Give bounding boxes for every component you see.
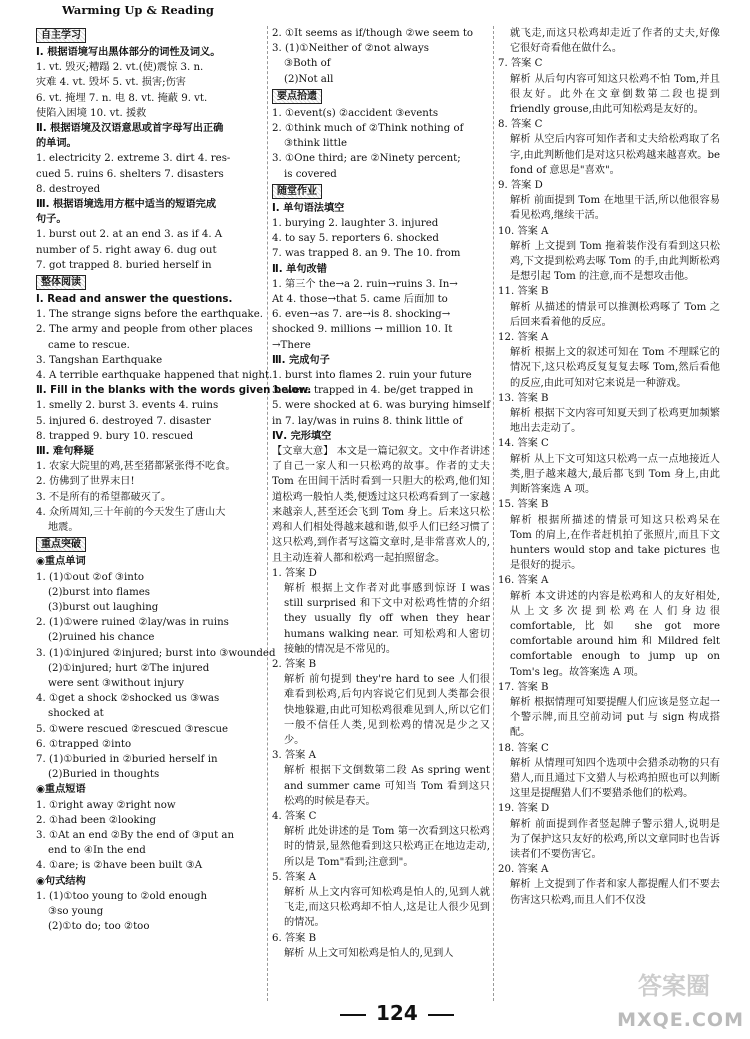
answer-line: 2. 答案 B	[272, 658, 317, 670]
explanation-paragraph: 解析 从描述的情景可以推测松鸡啄了 Tom 之后回来看着他的反应。	[510, 301, 720, 328]
explanation-paragraph: 解析 本文讲述的内容是松鸡和人的友好相处,从上文多次提到松鸡在人们身边很 comfortable,比如 she got more comfortable around him 和 Mildred felt comfortable enough to jump up on Tom's leg。故答案选 A 项。	[510, 590, 720, 678]
right-dash	[428, 1014, 454, 1016]
answer-line: →There	[272, 339, 311, 351]
column-2	[272, 26, 490, 961]
answer-line: number of 5. right away 6. dug out	[36, 244, 217, 256]
sub-heading: Ⅲ. 完成句子	[272, 354, 330, 366]
explanation-paragraph: 解析 上文提到 Tom 拖着装作没有看到这只松鸡,下文提到松鸡去啄 Tom 的手,由此判断松鸡是想引起 Tom 的注意,而不是想攻击他。	[510, 240, 720, 283]
answer-line: 4. A terrible earthquake happened that night.	[36, 370, 273, 382]
explanation-paragraph: 解析 前面提到作者竖起牌子警示猎人,说明是为了保护这只友好的松鸡,所以文章同时也告诉读者们不要伤害它。	[510, 818, 720, 860]
answer-line: 5. injured 6. destroyed 7. disaster	[36, 415, 211, 427]
answer-line: 1. 农家大院里的鸡,甚至猪都紧张得不吃食。	[36, 461, 236, 473]
answer-line: shocked 9. millions → million 10. It	[272, 324, 453, 336]
answer-line: 5. ①were rescued ②rescued ③rescue	[36, 723, 229, 735]
answer-line: 使陷入困境 10. vt. 援救	[36, 107, 147, 119]
answer-line: (2)ruined his chance	[48, 632, 155, 644]
watermark-logo: 答案圈	[638, 972, 710, 1000]
sub-heading: Ⅱ. 根据语境及汉语意思或首字母写出正确	[36, 123, 224, 135]
page-number-text: 124	[376, 1001, 418, 1025]
answer-line: 4. ①get a shock ②shocked us ③was	[36, 693, 220, 705]
explanation-paragraph: 就飞走,而这只松鸡却走近了作者的丈夫,好像它很好奇看他在做什么。	[510, 28, 720, 55]
answer-line: 12. 答案 A	[498, 332, 549, 344]
sub-heading: 的单词。	[36, 138, 77, 150]
explanation-paragraph: 解析 从情理可知四个选项中会猎杀动物的只有猎人,而且通过下文猎人与松鸡拍照也可以判断这里是提醒猎人们不要猎杀他们的松鸡。	[510, 757, 720, 800]
answer-line: (2)burst into flames	[48, 586, 151, 598]
answer-line: 1. ①right away ②right now	[36, 799, 176, 811]
answer-line: 2. ①had been ②looking	[36, 814, 157, 826]
answer-line: 7. was trapped 8. an 9. The 10. from	[272, 248, 461, 260]
sub-heading: Ⅲ. 根据语境选用方框中适当的短语完成	[36, 199, 217, 211]
answer-line: 18. 答案 C	[498, 742, 549, 754]
column-3	[498, 26, 720, 908]
answer-line: 3. (1)①Neither of ②not always	[272, 43, 429, 55]
section-tag-row	[36, 26, 264, 45]
answer-line: 2. 仿佛到了世界末日!	[36, 476, 135, 488]
answer-line: 1. burst into flames 2. ruin your future	[272, 370, 472, 382]
explanation-paragraph: 解析 根据下文倒数第二段 As spring went and summer came 可知当 Tom 看到这只松鸡的时候是春天。	[284, 765, 490, 807]
section-tag-row	[36, 273, 264, 292]
answer-line: 7. (1)①buried in ②buried herself in	[36, 753, 218, 765]
sub-heading: Ⅳ. 完形填空	[272, 430, 332, 442]
answer-line: 3. 答案 A	[272, 750, 316, 762]
sub-heading: Ⅲ. 难句释疑	[36, 446, 94, 458]
section-tag: 要点拾遗	[272, 89, 322, 104]
answer-line: shocked at	[48, 708, 104, 720]
answer-line: 6. vt. 掩埋 7. n. 电 8. vt. 掩蔽 9. vt.	[36, 92, 208, 104]
answer-line: 11. 答案 B	[498, 286, 549, 298]
sub-heading: Ⅰ. Read and answer the questions.	[36, 294, 233, 306]
answer-line: 1. 答案 D	[272, 567, 317, 579]
sub-heading: ◉重点短语	[36, 784, 86, 796]
explanation-paragraph: 解析 根据上文的叙述可知在 Tom 不理睬它的情况下,这只松鸡反复复复去啄 Tom,然后看他的反应,由此可知对它来说是一种游戏。	[510, 347, 720, 389]
answer-line: 2. ①think much of ②Think nothing of	[272, 123, 464, 135]
answer-line: (2)Buried in thoughts	[48, 769, 160, 781]
explanation-paragraph: 解析 从后句内容可知这只松鸡不怕 Tom,并且很友好。此外在文章倒数第二段也提到 friendly grouse,由此可知松鸡是友好的。	[510, 73, 720, 116]
explanation-paragraph: 解析 前面提到 Tom 在地里干活,所以他很容易看见松鸡,继续干活。	[510, 195, 720, 222]
explanation-paragraph: 解析 根据所描述的情景可知这只松鸡呆在 Tom 的肩上,在作者赶机拍了张照片,而且下文 hunters would stop and take pictures 也是很好的提示。	[510, 514, 720, 572]
answer-line: 1. burying 2. laughter 3. injured	[272, 218, 439, 230]
section-tag: 随堂作业	[272, 184, 322, 199]
answer-line: 15. 答案 B	[498, 499, 549, 511]
answer-line: cued 5. ruins 6. shelters 7. disasters	[36, 168, 224, 180]
answer-line: 1. electricity 2. extreme 3. dirt 4. res-	[36, 153, 231, 165]
answer-line: (3)burst out laughing	[48, 601, 159, 613]
answer-line: 20. 答案 A	[498, 864, 549, 876]
answer-line: 17. 答案 B	[498, 681, 549, 693]
left-dash	[340, 1014, 366, 1016]
sub-heading: ◉重点单词	[36, 556, 86, 568]
answer-line: is covered	[284, 168, 337, 180]
column-divider-1	[267, 26, 268, 1001]
answer-line: 5. 答案 A	[272, 871, 316, 883]
sub-heading: Ⅱ. 单句改错	[272, 263, 327, 275]
answer-line: 4. to say 5. reporters 6. shocked	[272, 233, 439, 245]
answer-line: 3. 不是所有的希望都破灭了。	[36, 491, 172, 503]
section-tag: 重点突破	[36, 537, 86, 552]
explanation-paragraph: 解析 根据上文作者对此事感到惊讶 I was still surprised 和下文中对松鸡性情的介绍 they usually fly off when they hear humans walking near. 可知松鸡和人密切接触的情况是不常见的。	[284, 582, 490, 655]
answer-line: 1. (1)①out ②of ③into	[36, 571, 145, 583]
answer-line: 3. (1)①injured ②injured; burst into ③wounded	[36, 647, 276, 659]
page-number	[330, 1001, 464, 1025]
answer-line: 2. (1)①were ruined ②lay/was in ruins	[36, 617, 229, 629]
answer-line: ③think little	[284, 138, 348, 150]
answer-line: 6. even→as 7. are→is 8. shocking→	[272, 309, 451, 321]
explanation-paragraph: 解析 根据下文内容可知夏天到了松鸡更加频繁地出去走动了。	[510, 408, 720, 435]
sub-heading: Ⅱ. Fill in the blanks with the words given below.	[36, 385, 312, 397]
answer-line: 灾难 4. vt. 毁坏 5. vt. 损害;伤害	[36, 77, 186, 89]
answer-line: 1. smelly 2. burst 3. events 4. ruins	[36, 400, 219, 412]
answer-line: ③so young	[48, 905, 104, 917]
answer-line: 10. 答案 A	[498, 225, 549, 237]
answer-line: 8. 答案 C	[498, 119, 543, 131]
section-title: Warming Up & Reading	[62, 3, 214, 17]
answer-line: 1. ①event(s) ②accident ③events	[272, 107, 439, 119]
section-tag-row	[36, 535, 264, 554]
answer-line: 2. ①It seems as if/though ②we seem to	[272, 28, 474, 39]
explanation-paragraph: 解析 从上文内容可知松鸡是怕人的,见到人就飞走,而这只松鸡却不怕人,这是让人很少见到的情况。	[284, 886, 490, 929]
answer-line: At 4. those→that 5. came 后面加 to	[272, 294, 448, 306]
answer-line: 1. The strange signs before the earthquake.	[36, 309, 263, 321]
explanation-paragraph: 解析 上文提到了作者和家人都提醒人们不要去伤害这只松鸡,而且人们不仅没	[510, 879, 720, 906]
answer-line: 6. 答案 B	[272, 932, 317, 944]
answer-line: 9. 答案 D	[498, 180, 543, 192]
answer-line: 7. got trapped 8. buried herself in	[36, 259, 212, 271]
sub-heading: 句子。	[36, 214, 67, 226]
section-tag: 整体阅读	[36, 275, 86, 290]
answer-line: 8. trapped 9. bury 10. rescued	[36, 430, 194, 442]
explanation-paragraph: 解析 前句提到 they're hard to see 人们很难看到松鸡,后句内容说它们见到人类都会很快地躲避,由此可知松鸡很难见到人,所以它们一般不信任人类,见到松鸡的情况是少之又少。	[284, 674, 490, 746]
answer-line: end to ④In the end	[48, 845, 146, 857]
answer-line: (2)①injured; hurt ②The injured	[48, 662, 210, 674]
explanation-paragraph: 解析 从上文可知松鸡是怕人的,见到人	[284, 947, 454, 959]
answer-line: 1. burst out 2. at an end 3. as if 4. A	[36, 229, 223, 241]
summary-paragraph: 【文章大意】 本文是一篇记叙文。文中作者讲述了自己一家人和一只松鸡的故事。作者的丈夫 Tom 在田间干活时看到一只胆大的松鸡,他们知道松鸡一般怕人类,便透过这只松鸡看到了一家越来越亲人,甚至还会飞到 Tom 身上。后来这只松鸡和人们相处得越来越和谐,似乎人们已经习惯了这只松鸡,到作者写这篇文章时,是非常喜欢人的,且主动连着人都和松鸡一起拍照留念。	[272, 446, 490, 564]
sub-heading: Ⅰ. 单句语法填空	[272, 202, 345, 214]
answer-line: 7. 答案 C	[498, 58, 543, 70]
explanation-paragraph: 解析 此处讲述的是 Tom 第一次看到这只松鸡时的情景,显然他看到这只松鸡正在地边走动,所以是 Tom"看到;注意到"。	[284, 826, 490, 868]
answer-line: 4. ①are; is ②have been built ③A	[36, 860, 203, 872]
answer-line: 4. 答案 C	[272, 810, 317, 822]
answer-line: 3. Tangshan Earthquake	[36, 354, 163, 366]
answer-line: 6. ①trapped ②into	[36, 738, 132, 750]
answer-line: 1. 第三个 the→a 2. ruin→ruins 3. In→	[272, 278, 458, 290]
answer-line: 16. 答案 A	[498, 575, 549, 587]
answer-line: (2)①to do; too ②too	[48, 921, 150, 933]
section-tag-row	[272, 182, 490, 201]
answer-line: 1. (1)①too young to ②old enough	[36, 890, 208, 902]
answer-line: 5. were shocked at 6. was burying himself	[272, 400, 491, 412]
answer-line: 2. The army and people from other places	[36, 324, 253, 336]
answer-line: 19. 答案 D	[498, 803, 550, 815]
explanation-paragraph: 解析 从上下文可知这只松鸡一点一点地接近人类,胆子越来越大,最后都飞到 Tom 身上,由此判断答案选 A 项。	[510, 453, 720, 496]
sub-heading: ◉句式结构	[36, 875, 86, 887]
answer-line: 3. ①At an end ②By the end of ③put an	[36, 829, 235, 841]
answer-line: 3. were trapped in 4. be/get trapped in	[272, 385, 474, 397]
answer-line: came to rescue.	[48, 339, 130, 351]
answer-line: 1. vt. 毁灭;糟蹋 2. vt.(使)震惊 3. n.	[36, 62, 204, 74]
explanation-paragraph: 解析 根据情理可知要提醒人们应该是竖立起一个警示牌,而且空前动词 put 与 sign 构成搭配。	[510, 696, 720, 739]
answer-line: 8. destroyed	[36, 183, 101, 195]
column-divider-2	[493, 26, 494, 1001]
answer-line: 3. ①One third; are ②Ninety percent;	[272, 153, 461, 165]
answer-line: were sent ③without injury	[48, 677, 184, 689]
answer-line: ③Both of	[284, 58, 331, 70]
watermark-url: MXQE.COM	[617, 1009, 744, 1031]
answer-line: (2)Not all	[284, 73, 334, 85]
answer-line: 4. 众所周知,三十年前的今天发生了唐山大	[36, 506, 226, 518]
explanation-paragraph: 解析 从空后内容可知作者和丈夫给松鸡取了名字,由此判断他们是对这只松鸡越来越喜欢。be fond of 意思是"喜欢"。	[510, 134, 720, 176]
answer-line: 13. 答案 B	[498, 392, 549, 404]
sub-heading: Ⅰ. 根据语境写出黑体部分的词性及词义。	[36, 47, 221, 58]
section-tag-row	[272, 87, 490, 106]
answer-line: 地震。	[48, 522, 79, 534]
section-tag: 自主学习	[36, 28, 86, 43]
answer-line: 14. 答案 C	[498, 438, 549, 450]
answer-line: in 7. lay/was in ruins 8. think little of	[272, 415, 463, 427]
